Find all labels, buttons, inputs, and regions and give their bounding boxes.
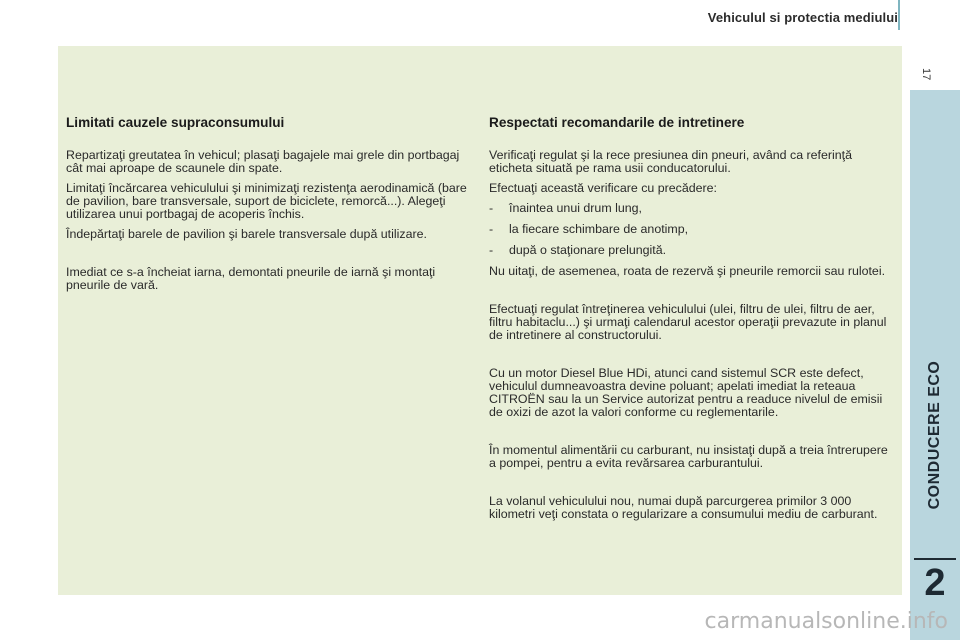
bullet-marker: - (489, 243, 494, 257)
paragraph: Repartizaţi greutatea în vehicul; plasaţi bagajele mai grele din portbagaj cât mai aproape de scaunele din spate. (66, 148, 460, 175)
section-heading-consumption: Limitati cauzele supraconsumului (66, 115, 285, 130)
list-item (489, 223, 889, 236)
list-item-text: la fiecare schimbare de anotimp, (509, 222, 689, 236)
paragraph: Imediat ce s-a încheiat iarna, demontati pneurile de iarnă şi montaţi pneurile de vară. (66, 265, 436, 292)
header-divider (898, 0, 900, 30)
list-item (489, 244, 889, 257)
list-item (489, 202, 889, 215)
page-header-title: Vehiculul si protectia mediului (707, 10, 898, 25)
paragraph: Cu un motor Diesel Blue HDi, atunci cand sistemul SCR este defect, vehiculul dumneavoastra devine poluant; apelati imediat la reteaua CITROËN sau la un Service autorizat pentru a readuce nivelul de emisii de oxizi de azot la valori conforme cu reglementarile. (489, 366, 883, 419)
bullet-marker: - (489, 201, 494, 215)
paragraph: La volanul vehiculului nou, numai după parcurgerea primilor 3 000 kilometri veţi constata o regularizare a consumului mediu de carburant. (489, 494, 878, 521)
chapter-number: 2 (924, 562, 946, 604)
chapter-divider (914, 558, 956, 560)
watermark: carmanualsonline.info (704, 609, 948, 634)
section-heading-maintenance: Respectati recomandarile de intretinere (489, 115, 745, 130)
page-number: 17 (920, 68, 932, 81)
paragraph: Limitaţi încărcarea vehiculului şi minimizaţi rezistenţa aerodinamică (bare de pavilion, bare transversale, suport de biciclete, remorcă...). Alegeţi utilizarea unui portbagaj de acoperis închis. (66, 181, 467, 221)
paragraph: Efectuaţi această verificare cu precădere: (489, 181, 717, 195)
paragraph: Efectuaţi regulat întreţinerea vehiculului (ulei, filtru de ulei, filtru de aer, filtru habitaclu...) şi urmaţi calendarul acestor operaţii prevazute in planul de intretinere al constructorului. (489, 302, 887, 342)
paragraph: Îndepărtaţi barele de pavilion şi barele transversale după utilizare. (66, 227, 427, 241)
list-item-text: înaintea unui drum lung, (509, 201, 642, 215)
paragraph: Nu uitaţi, de asemenea, roata de rezervă şi pneurile remorcii sau rulotei. (489, 264, 886, 278)
list-item-text: după o staţionare prelungită. (509, 243, 667, 257)
right-column (489, 116, 889, 528)
paragraph: Verificaţi regulat şi la rece presiunea din pneuri, având ca referinţă eticheta situată pe rama usii conducatorului. (489, 148, 852, 175)
chapter-label: CONDUCERE ECO (926, 360, 943, 510)
left-column (66, 116, 471, 299)
check-list (489, 202, 889, 257)
paragraph: În momentul alimentării cu carburant, nu insistaţi după a treia întrerupere a pompei, pentru a evita revărsarea carburantului. (489, 443, 888, 470)
bullet-marker: - (489, 222, 494, 236)
